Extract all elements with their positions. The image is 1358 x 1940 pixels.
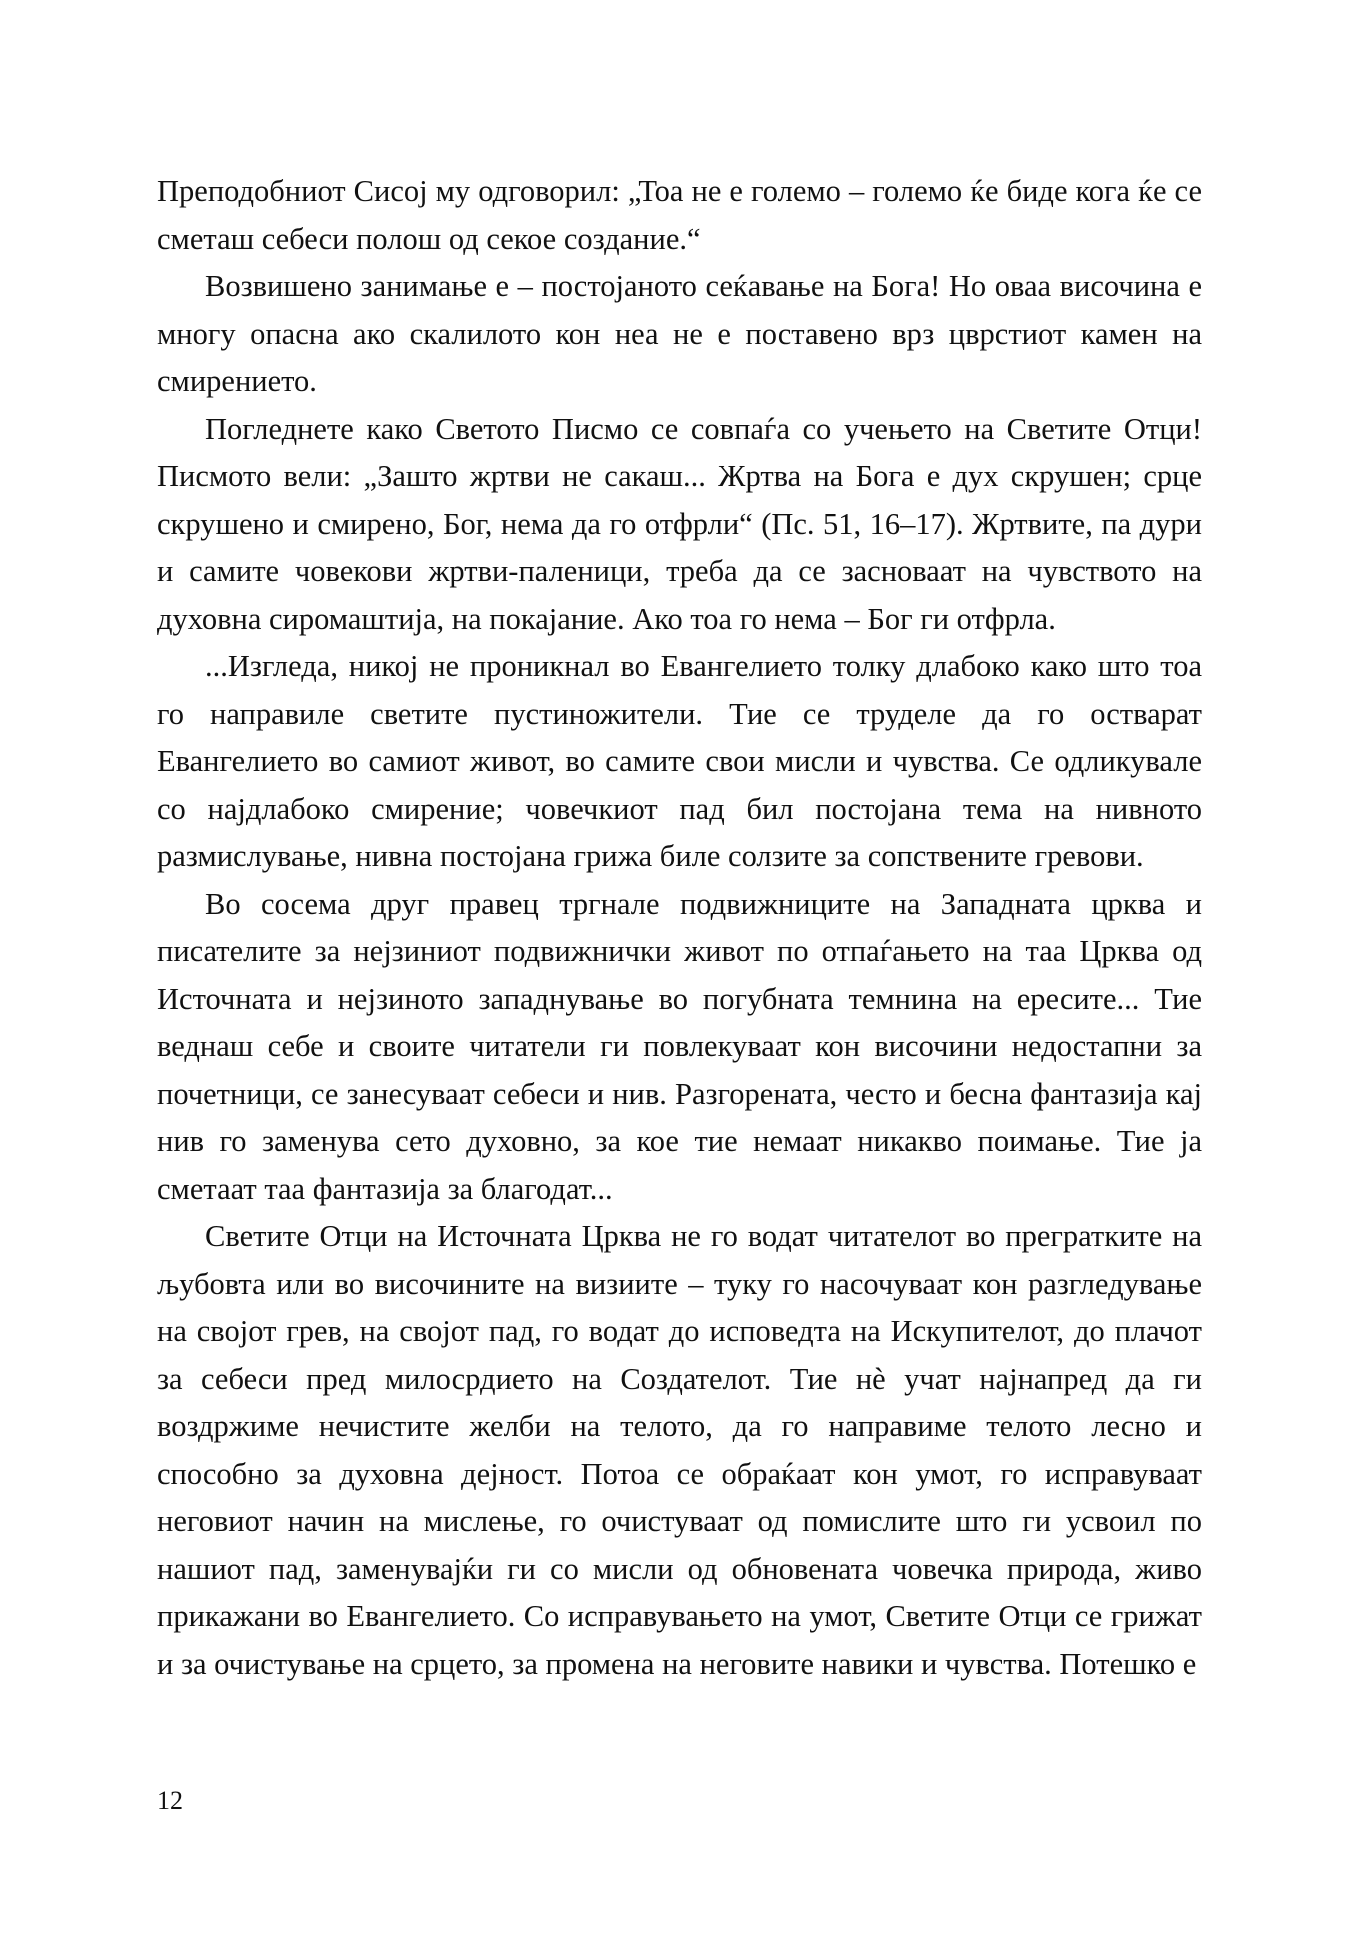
paragraph: Возвишено занимање е – постојаното сеќавање на Бога! Но оваа височина е многу опасна ако скалилото кон неа не е поставено врз цврстиот камен на смирението. (157, 269, 1202, 398)
paragraph: Светите Отци на Источната Црква не го водат читателот во прегратките на љубовта или во височините на визиите – туку го насочуваат кон разгледување на својот грев, на својот пад, го водат до исповедта на Искупителот, до плачот за себеси пред милосрдието на Создателот. Тие нè учат најнапред да ги воздржиме нечистите желби на телото, да го направиме телото лесно и способно за духовна дејност. Потоа се обраќаат кон умот, го исправуваат неговиот начин на мислење, го очистуваат од помислите што ги усвоил по нашиот пад, заменувајќи ги со мисли од обновената човечка природа, живо прикажани во Евангелието. Со исправувањето на умот, Светите Отци се грижат и за очистување на срцето, за промена на неговите навики и чувства. Потешко е (157, 1219, 1202, 1681)
paragraph: Преподобниот Сисој му одговорил: „Тоа не е големо – големо ќе биде кога ќе се сметаш себеси полош од секое создание.“ (157, 174, 1202, 256)
page-number: 12 (157, 1786, 183, 1815)
paragraph: Во сосема друг правец тргнале подвижниците на Западната црква и писателите за нејзиниот подвижнички живот по отпаѓањето на таа Црква од Источната и нејзиното западнување во погубната темнина на ересите... Тие веднаш себе и своите читатели ги повлекуваат кон височини недостапни за почетници, се занесуваат себеси и нив. Разгорената, често и бесна фантазија кај нив го заменува сето духовно, за кое тие немаат никакво поимање. Тие ја сметаат таа фантазија за благодат... (157, 886, 1202, 1206)
paragraph: ...Изгледа, никој не проникнал во Евангелието толку длабоко како што тоа го направиле светите пустиножители. Тие се труделе да го остварат Евангелието во самиот живот, во самите свои мисли и чувства. Се одликувале со најдлабоко смирение; човечкиот пад бил постојана тема на нивното размислување, нивна постојана грижа биле солзите за сопствените гревови. (157, 649, 1202, 873)
body-text (157, 168, 1202, 1688)
paragraph: Погледнете како Светото Писмо се совпаѓа со учењето на Светите Отци! Писмото вели: „Зашто жртви не сакаш... Жртва на Бога е дух скрушен; срце скрушено и смирено, Бог, нема да го отфрли“ (Пс. 51, 16–17). Жртвите, па дури и самите човекови жртви-паленици, треба да се засноваат на чувството на духовна сиромаштија, на покајание. Ако тоа го нема – Бог ги отфрла. (157, 411, 1202, 636)
